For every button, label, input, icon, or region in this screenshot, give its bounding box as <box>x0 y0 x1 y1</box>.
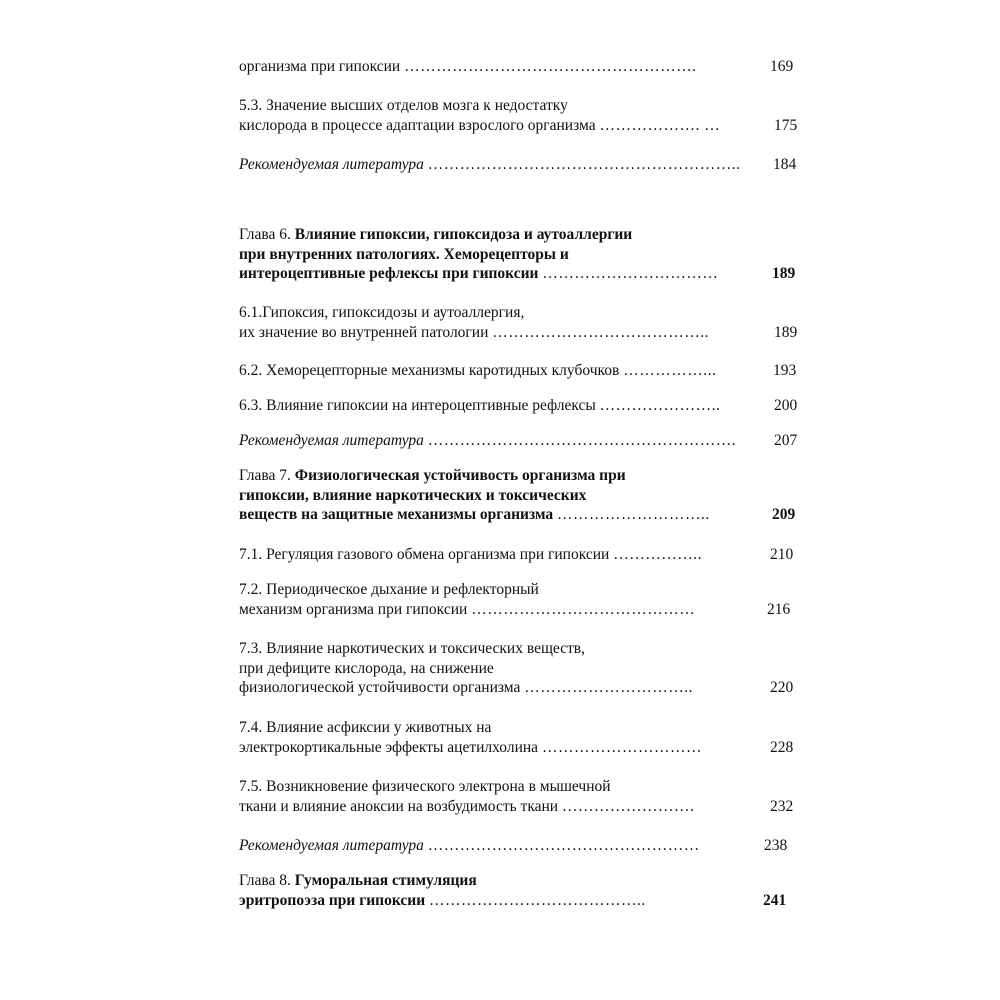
page-number: 200 <box>774 397 798 414</box>
page-number: 193 <box>773 362 797 379</box>
dot-leader: …………………………………… <box>471 600 696 618</box>
toc-entry-7-1 <box>239 545 819 565</box>
chapter-title-line: Гуморальная стимуляция <box>294 872 477 889</box>
entry-title-line: электрокортикальные эффекты ацетилхолина <box>239 738 539 756</box>
chapter-title-line: эритропоэза при гипоксии <box>239 891 426 909</box>
entry-title: Рекомендуемая литература <box>239 837 424 854</box>
page-number: 189 <box>774 323 798 341</box>
toc-chapter-8 <box>239 871 819 910</box>
entry-title: организма при гипоксии <box>239 58 401 75</box>
chapter-prefix: Глава 7. <box>239 467 295 484</box>
dot-leader: ………………………………….. <box>429 891 646 909</box>
toc-entry-literature <box>239 155 819 175</box>
toc-entry-7-4 <box>239 718 819 757</box>
page-number: 228 <box>770 738 794 756</box>
toc-chapter-6 <box>239 225 819 284</box>
toc-entry-6-3 <box>239 396 819 416</box>
entry-title-line: 5.3. Значение высших отделов мозга к недостатку <box>239 97 568 114</box>
dot-leader: ……………………….. <box>557 506 710 524</box>
toc-entry-6-2 <box>239 361 819 381</box>
toc-entry-continuation <box>239 57 819 77</box>
chapter-title-line: интероцептивные рефлексы при гипоксии <box>239 265 539 283</box>
dot-leader: ……………………. <box>561 797 695 815</box>
page-number: 207 <box>774 432 798 449</box>
chapter-title-line: гипоксии, влияние наркотических и токсических <box>239 486 587 504</box>
toc-entry-literature <box>239 836 819 856</box>
entry-title: 7.1. Регуляция газового обмена организма при гипоксии <box>239 546 610 563</box>
page-number: 175 <box>774 116 798 134</box>
toc-entry-literature <box>239 431 819 451</box>
entry-title-line: 7.3. Влияние наркотических и токсических веществ, <box>239 640 585 657</box>
entry-title-line: физиологической устойчивости организма <box>239 679 521 697</box>
dot-leader: ………………………… <box>541 738 702 756</box>
entry-title-line: механизм организма при гипоксии <box>239 600 468 618</box>
page-number: 169 <box>770 58 794 75</box>
entry-title-line: 7.4. Влияние асфиксии у животных на <box>239 719 492 736</box>
toc-entry-7-3 <box>239 639 819 698</box>
dot-leader: ………………….. <box>599 397 721 414</box>
toc-chapter-7 <box>239 466 819 525</box>
dot-leader: ………………………………………………. <box>404 58 697 75</box>
toc-entry-7-5 <box>239 777 819 816</box>
dot-leader: ………………………………….. <box>492 323 709 341</box>
chapter-title-line: Влияние гипоксии, гипоксидоза и аутоаллергии <box>294 226 633 243</box>
page-number: 220 <box>770 679 794 697</box>
page-number: 241 <box>763 891 787 909</box>
toc-entry-7-2 <box>239 580 819 619</box>
chapter-title-line: Физиологическая устойчивость организма при <box>294 467 626 484</box>
page-number: 209 <box>772 506 796 524</box>
dot-leader: …………………………………………………. <box>427 432 737 449</box>
entry-title: 6.3. Влияние гипоксии на интероцептивные рефлексы <box>239 397 596 414</box>
dot-leader: ………………………………………………….. <box>427 156 741 173</box>
entry-title-line: 7.2. Периодическое дыхание и рефлекторный <box>239 581 539 598</box>
dot-leader: …………………………………………… <box>427 837 700 854</box>
entry-title: Рекомендуемая литература <box>239 432 424 449</box>
entry-title-line: 6.1.Гипоксия, гипоксидозы и аутоаллергия, <box>239 304 525 321</box>
entry-title-line: кислорода в процессе адаптации взрослого организма <box>239 116 596 134</box>
dot-leader: ………………………….. <box>524 679 693 697</box>
dot-leader: …………….. <box>613 546 702 563</box>
page-number: 232 <box>770 797 794 815</box>
entry-title-line: ткани и влияние аноксии на возбудимость ткани <box>239 797 559 815</box>
dot-leader: ………………. … <box>599 116 721 134</box>
page-number: 210 <box>770 546 794 563</box>
dot-leader: ……………... <box>623 362 717 379</box>
page-number: 184 <box>773 156 797 173</box>
toc-entry-5-3 <box>239 96 819 135</box>
entry-title-line: при дефиците кислорода, на снижение <box>239 659 494 677</box>
entry-title-line: 7.5. Возникновение физического электрона в мышечной <box>239 778 611 795</box>
chapter-title-line: веществ на защитные механизмы организма <box>239 506 554 524</box>
page-number: 216 <box>767 600 791 618</box>
entry-title: Рекомендуемая литература <box>239 156 424 173</box>
chapter-title-line: при внутренних патологиях. Хеморецепторы и <box>239 245 569 263</box>
entry-title-line: их значение во внутренней патологии <box>239 323 489 341</box>
entry-title: 6.2. Хеморецепторные механизмы каротидных клубочков <box>239 362 620 379</box>
toc-entry-6-1 <box>239 303 819 342</box>
page-number: 189 <box>772 265 796 283</box>
chapter-prefix: Глава 8. <box>239 872 295 889</box>
dot-leader: …………………………… <box>542 265 719 283</box>
page-number: 238 <box>764 837 788 854</box>
chapter-prefix: Глава 6. <box>239 226 295 243</box>
